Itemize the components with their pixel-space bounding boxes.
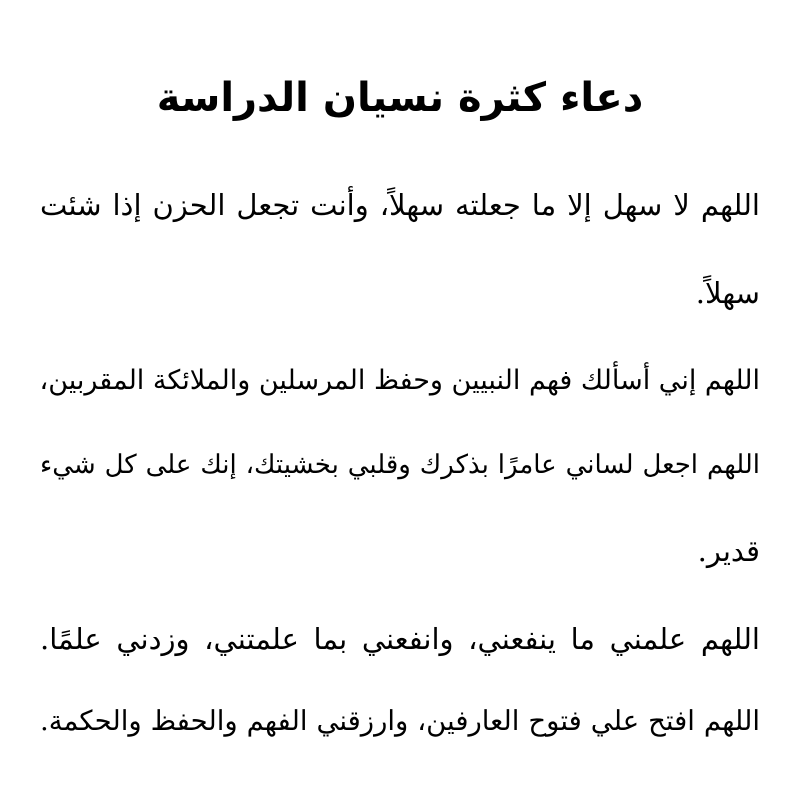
prayer-line-7: اللهم افتح علي فتوح العارفين، وارزقني الفهم والحفظ والحكمة. <box>40 705 760 737</box>
prayer-line-6: اللهم علمني ما ينفعني، وانفعني بما علمتني، وزدني علمًا. <box>40 622 760 656</box>
prayer-line-4: اللهم اجعل لساني عامرًا بذكرك وقلبي بخشيتك، إنك على كل شيء <box>40 450 760 480</box>
prayer-line-2: سهلاً. <box>695 276 760 310</box>
prayer-line-1: اللهم لا سهل إلا ما جعلته سهلاً، وأنت تجعل الحزن إذا شئت <box>40 188 760 222</box>
prayer-line-5: قدير. <box>697 534 760 568</box>
document-title: دعاء كثرة نسيان الدراسة <box>156 75 644 121</box>
prayer-line-3: اللهم إني أسألك فهم النبيين وحفظ المرسلين والملائكة المقربين، <box>39 365 760 396</box>
